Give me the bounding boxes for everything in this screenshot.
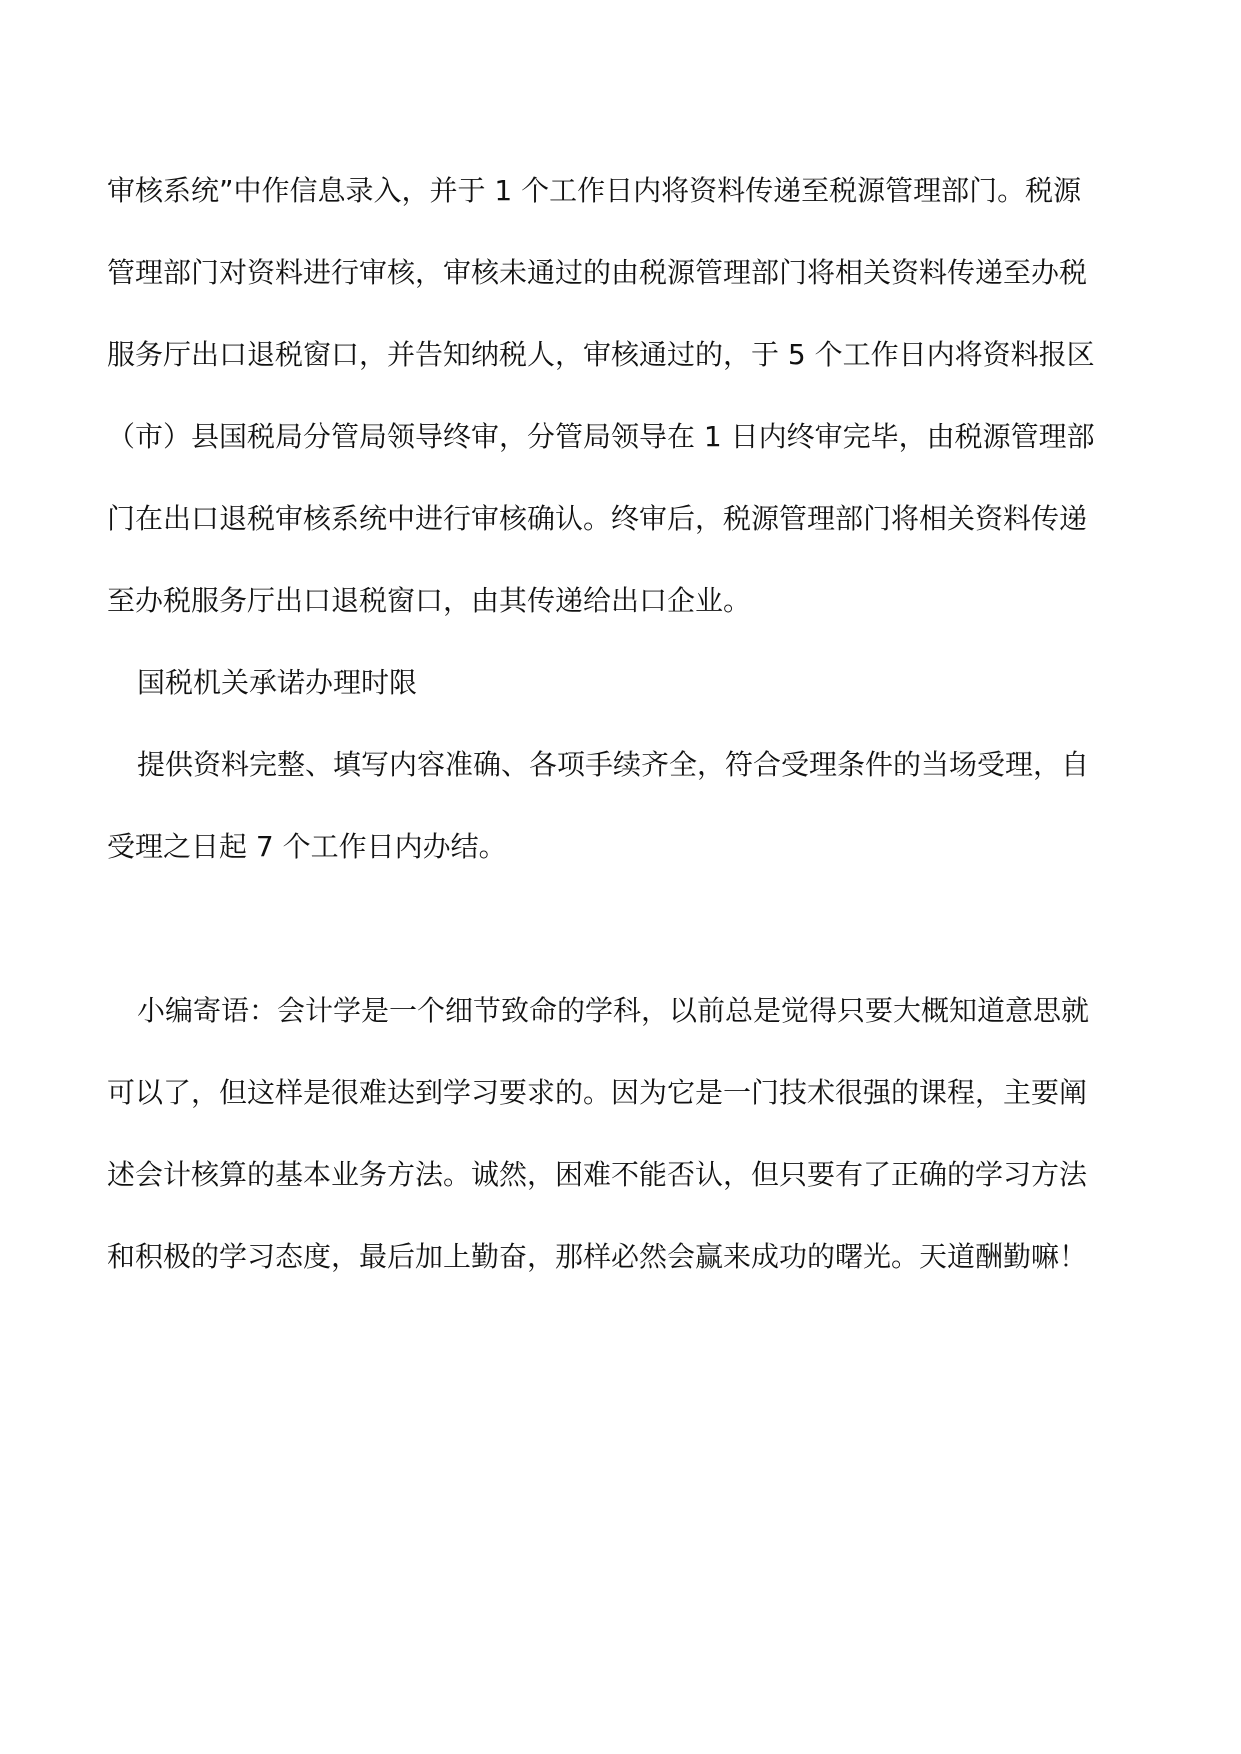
paragraph-line: 和积极的学习态度，最后加上勤奋，那样必然会赢来成功的曙光。天道酬勤嘛！ xyxy=(107,1240,1088,1273)
paragraph-line: 述会计核算的基本业务方法。诚然，困难不能否认，但只要有了正确的学习方法 xyxy=(107,1158,1088,1191)
paragraph-line: 审核系统”中作信息录入，并于 1 个工作日内将资料传递至税源管理部门。税源 xyxy=(107,174,1082,207)
paragraph-line: 管理部门对资料进行审核，审核未通过的由税源管理部门将相关资料传递至办税 xyxy=(107,256,1088,289)
paragraph-line: 受理之日起 7 个工作日内办结。 xyxy=(107,830,507,863)
paragraph-line: 至办税服务厅出口退税窗口，由其传递给出口企业。 xyxy=(107,584,752,617)
section-heading: 国税机关承诺办理时限 xyxy=(137,666,418,699)
paragraph-line: 提供资料完整、填写内容准确、各项手续齐全，符合受理条件的当场受理，自 xyxy=(137,748,1090,781)
paragraph-line: 小编寄语：会计学是一个细节致命的学科，以前总是觉得只要大概知道意思就 xyxy=(137,994,1090,1027)
paragraph-line: 服务厅出口退税窗口，并告知纳税人，审核通过的，于 5 个工作日内将资料报区 xyxy=(107,338,1095,371)
paragraph-line: （市）县国税局分管局领导终审，分管局领导在 1 日内终审完毕，由税源管理部 xyxy=(107,420,1095,453)
paragraph-line: 可以了，但这样是很难达到学习要求的。因为它是一门技术很强的课程，主要阐 xyxy=(107,1076,1088,1109)
paragraph-line: 门在出口退税审核系统中进行审核确认。终审后，税源管理部门将相关资料传递 xyxy=(107,502,1088,535)
